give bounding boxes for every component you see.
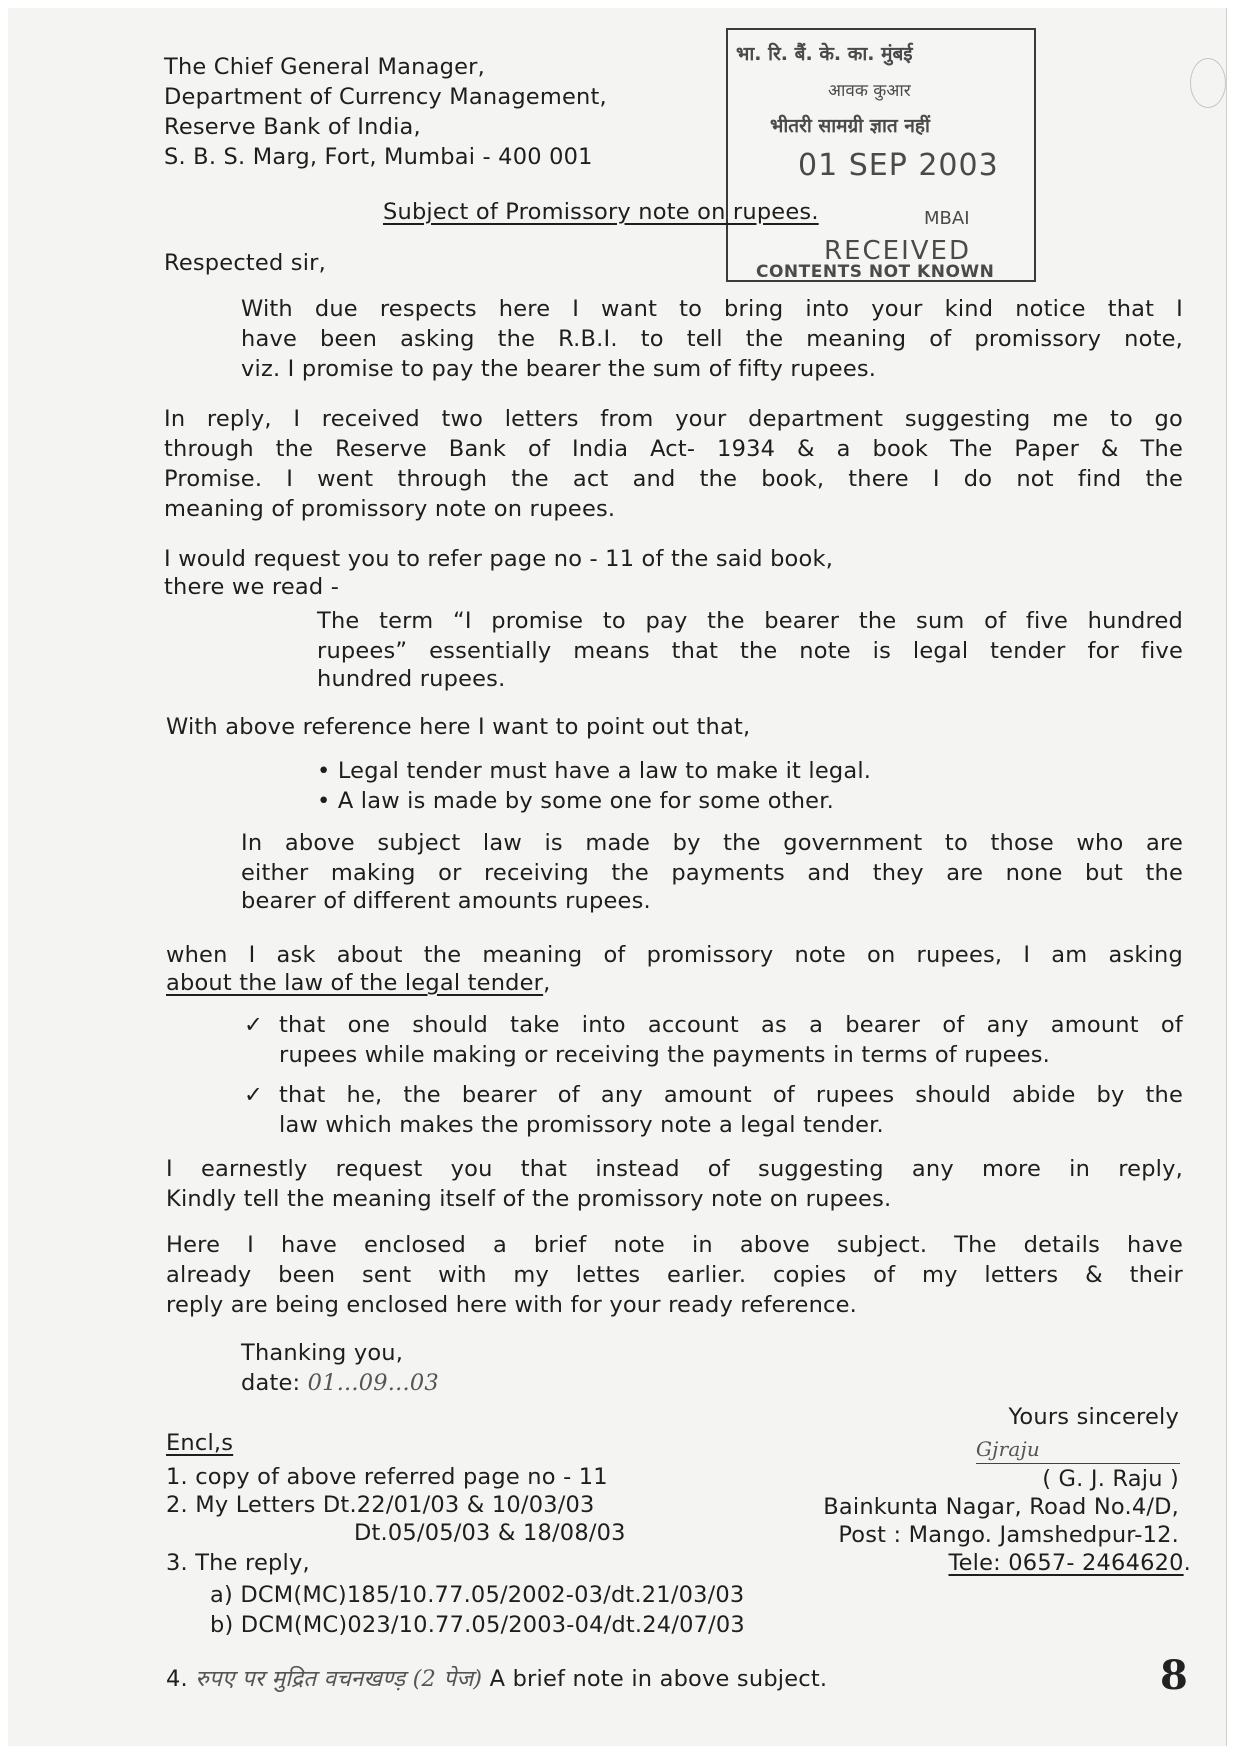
address-line-4: S. B. S. Marg, Fort, Mumbai - 400 001: [164, 144, 593, 170]
para7-line-1: I earnestly request you that instead of suggesting any more in reply,: [166, 1156, 1183, 1182]
handwritten-signature: Gjraju: [976, 1437, 1040, 1461]
thanking-you: Thanking you,: [241, 1340, 404, 1366]
stamp-hindi-line-2: आवक कुआर: [828, 81, 911, 101]
para5-line-3: bearer of different amounts rupees.: [241, 888, 651, 914]
address-line-2: Department of Currency Management,: [164, 84, 607, 110]
check-mark-1: ✓: [244, 1012, 264, 1038]
signer-name: ( G. J. Raju ): [1042, 1466, 1179, 1492]
enclosure-item-4-number: 4.: [166, 1666, 196, 1692]
enclosure-item-2: 2. My Letters Dt.22/01/03 & 10/03/03: [166, 1492, 595, 1518]
enclosure-item-3b: b) DCM(MC)023/10.77.05/2003-04/dt.24/07/03: [210, 1612, 745, 1638]
quote-line-2: rupees” essentially means that the note is legal tender for five: [317, 638, 1183, 664]
address-line-1: The Chief General Manager,: [164, 54, 485, 80]
check-item-1-line-1: that one should take into account as a bearer of any amount of: [279, 1012, 1183, 1038]
stamp-contents: CONTENTS NOT KNOWN: [756, 262, 995, 282]
para3-line-1: I would request you to refer page no - 11 of the said book,: [164, 546, 834, 572]
stamp-hindi-line-1: भा. रि. बैं. के. का. मुंबई: [736, 43, 913, 65]
para1-line-2: have been asking the R.B.I. to tell the meaning of promissory note,: [241, 326, 1183, 352]
check-item-2-line-2: law which makes the promissory note a legal tender.: [279, 1112, 884, 1138]
enclosures-heading: Encl,s: [166, 1430, 234, 1456]
stamp-received: RECEIVED: [824, 236, 971, 266]
date-handwritten: 01...09...03: [307, 1370, 439, 1396]
received-stamp: [726, 28, 1036, 282]
date-label: date:: [241, 1370, 308, 1396]
para1-line-1: With due respects here I want to bring into your kind notice that I: [241, 296, 1183, 322]
para2-line-4: meaning of promissory note on rupees.: [164, 496, 616, 522]
enclosure-item-2-cont: Dt.05/05/03 & 18/08/03: [354, 1520, 626, 1546]
corner-mark: [1190, 58, 1226, 108]
legal-tender-phrase: about the law of the legal tender: [166, 970, 544, 996]
check-item-2-line-1: that he, the bearer of any amount of rupees should abide by the: [279, 1082, 1183, 1108]
stamp-place: MBAI: [924, 208, 970, 229]
para5-line-1: In above subject law is made by the government to those who are: [241, 830, 1183, 856]
bullet-item-1: • Legal tender must have a law to make it legal.: [317, 758, 872, 784]
enclosure-item-3: 3. The reply,: [166, 1550, 310, 1576]
para6-line-2: [166, 968, 550, 998]
para7-line-2: Kindly tell the meaning itself of the promissory note on rupees.: [166, 1186, 892, 1212]
date-line: [241, 1368, 439, 1398]
yours-sincerely: Yours sincerely: [1008, 1404, 1179, 1430]
tele-number: Tele: 0657- 2464620: [948, 1550, 1184, 1576]
signer-address-1: Bainkunta Nagar, Road No.4/D,: [823, 1494, 1179, 1520]
para2-line-3: Promise. I went through the act and the book, there I do not find the: [164, 466, 1183, 492]
check-item-1-line-2: rupees while making or receiving the payments in terms of rupees.: [279, 1042, 1051, 1068]
para2-line-1: In reply, I received two letters from your department suggesting me to go: [164, 406, 1183, 432]
para6-line-1: when I ask about the meaning of promissory note on rupees, I am asking: [166, 942, 1183, 968]
address-line-3: Reserve Bank of India,: [164, 114, 421, 140]
para5-line-2: either making or receiving the payments and they are none but the: [241, 860, 1183, 886]
signer-address-2: Post : Mango. Jamshedpur-12.: [838, 1522, 1179, 1548]
check-mark-2: ✓: [244, 1082, 264, 1108]
quote-line-1: The term “I promise to pay the bearer the sum of five hundred: [317, 608, 1183, 634]
signer-tele: [949, 1548, 1192, 1578]
enclosure-item-1: 1. copy of above referred page no - 11: [166, 1464, 608, 1490]
enclosure-item-3a: a) DCM(MC)185/10.77.05/2002-03/dt.21/03/03: [210, 1582, 745, 1608]
enclosure-item-4-text: A brief note in above subject.: [482, 1666, 828, 1692]
para3-line-2: there we read -: [164, 574, 340, 600]
para2-line-2: through the Reserve Bank of India Act- 1934 & a book The Paper & The: [164, 436, 1183, 462]
stamp-hindi-line-3: भीतरी सामग्री ज्ञात नहीं: [770, 115, 930, 137]
para8-line-3: reply are being enclosed here with for your ready reference.: [166, 1292, 857, 1318]
enclosure-item-4-hindi: रुपए पर मुद्रित वचनखण्ड़ (2 पेज): [195, 1666, 483, 1692]
enclosure-item-4: [166, 1664, 827, 1694]
para8-line-2: already been sent with my lettes earlier. copies of my letters & their: [166, 1262, 1183, 1288]
page-number: 8: [1160, 1652, 1188, 1699]
quote-line-3: hundred rupees.: [317, 666, 506, 692]
para4: With above reference here I want to point out that,: [166, 714, 751, 740]
salutation: Respected sir,: [164, 250, 326, 276]
para1-line-3: viz. I promise to pay the bearer the sum of fifty rupees.: [241, 356, 877, 382]
stamp-date: 01 SEP 2003: [798, 148, 999, 183]
tele-period: .: [1183, 1550, 1191, 1576]
bullet-item-2: • A law is made by some one for some other.: [317, 788, 834, 814]
para8-line-1: Here I have enclosed a brief note in above subject. The details have: [166, 1232, 1183, 1258]
subject-line: Subject of Promissory note on rupees.: [383, 199, 819, 225]
para6-comma: ,: [543, 970, 551, 996]
